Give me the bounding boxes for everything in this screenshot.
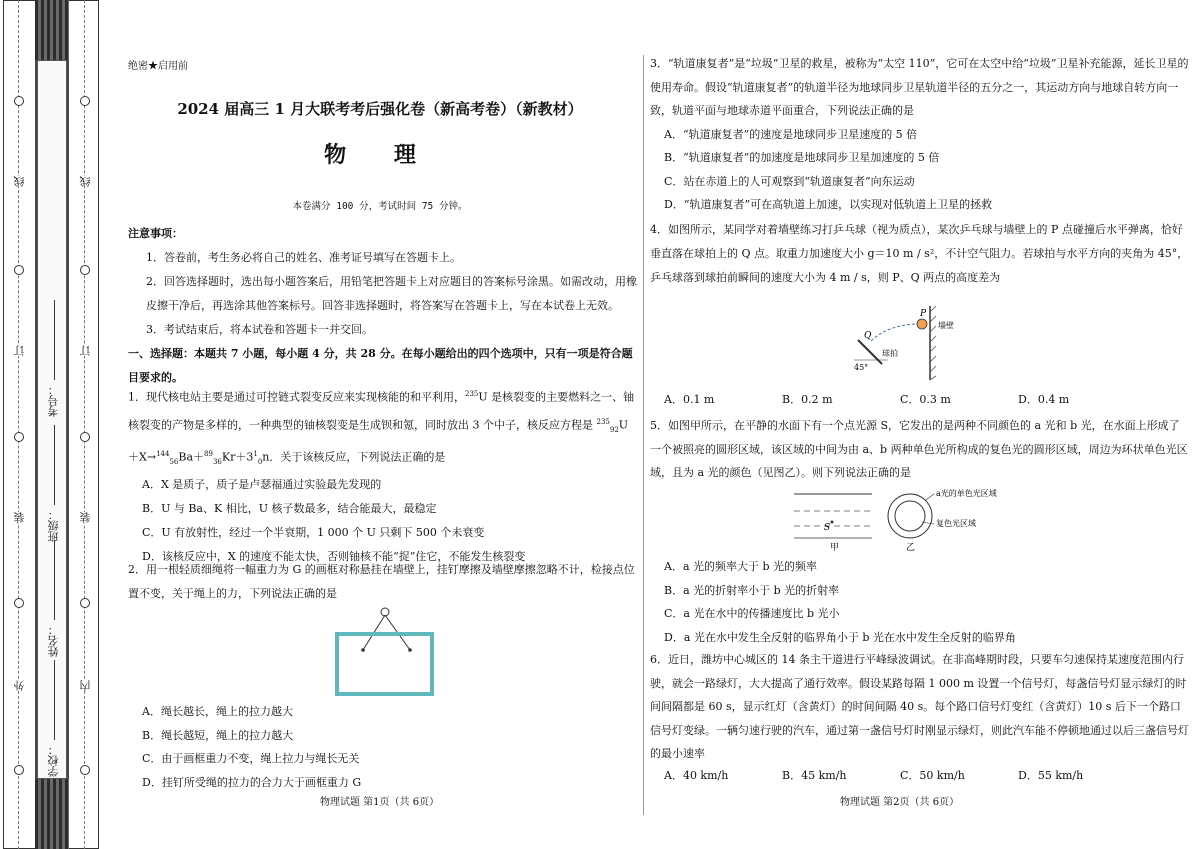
q3-option-b: B．“轨道康复者”的加速度是地球同步卫星加速度的 5 倍 bbox=[664, 151, 940, 164]
ping-pong-ball-icon bbox=[917, 319, 927, 329]
seal-char-zhuang: 装 bbox=[13, 512, 26, 523]
school-label: 学校： bbox=[47, 744, 60, 777]
q5-option-a: A．a 光的频率大于 b 光的频率 bbox=[664, 560, 818, 573]
notice-item: 2．回答选择题时，选出每小题答案后，用铅笔把答题卡上对应题目的答案标号涂黑。如需改动，用橡皮擦干净后，再选涂其他答案标号。回答非选择题时，将答案写在答题卡上，写在本试卷上无效。 bbox=[146, 275, 637, 312]
question-3 bbox=[650, 52, 1190, 217]
q2-options bbox=[128, 700, 638, 794]
racket bbox=[858, 340, 882, 364]
hole-circle bbox=[80, 598, 90, 608]
cut-line-inner bbox=[84, 0, 85, 849]
hole-circle bbox=[80, 96, 90, 106]
q2-option-c: C．由于画框重力不变，绳上拉力与绳长无关 bbox=[142, 752, 360, 765]
picture-frame bbox=[337, 634, 432, 694]
subject-title: 物 理 bbox=[324, 142, 436, 168]
hole-circle bbox=[80, 265, 90, 275]
hole-circle bbox=[80, 432, 90, 442]
q5-option-c: C．a 光在水中的传播速度比 b 光小 bbox=[664, 607, 840, 620]
seal-char-nei: 内 bbox=[79, 680, 92, 691]
label-s: S bbox=[824, 523, 831, 533]
hole-circle bbox=[14, 598, 24, 608]
q3-stem: 3．“轨道康复者”是“垃圾”卫星的救星，被称为“太空 110”，它可在太空中给“垃圾”卫星补充能源，延长卫星的使用寿命。假设“轨道康复者”的轨道半径为地球同步卫星轨道半径的五分之一，其运动方向与地球自转方向一致，轨道平面与地球赤道平面重合，下列说法正确的是 bbox=[650, 57, 1189, 117]
seal-char-zhuang-inner: 装 bbox=[79, 512, 92, 523]
label-angle: 45° bbox=[854, 363, 869, 372]
label-yi: 乙 bbox=[906, 543, 916, 553]
light-source-figure bbox=[790, 482, 1030, 554]
seal-char-xian-inner: 线 bbox=[79, 176, 92, 187]
q1-stem: 1．现代核电站主要是通过可控链式裂变反应来实现核能的和平利用，$^{235}$U 是核裂变的主要燃料之一、铀核裂变的产物是多样的，一种典型的铀核裂变是生成钡和氪，同时放出 3 个中子，核反应方程是 $^{235}_{92}U+X\to^{144}_{56}Ba+^{89}_{36}Kr+3^1_0n$．关于该核反应，下列说法正确的是 bbox=[128, 390, 635, 466]
seal-char-ding-inner: 订 bbox=[79, 345, 92, 356]
q5-stem: 5．如图甲所示，在平静的水面下有一个点光源 S，它发出的是两种不同颜色的 a 光和 b 光，在水面上形成了一个被照亮的圆形区域，该区域的中间为由 a、b 两种单色光所构成的复色光的圆形区域，周边为环状单色光区域，且为 a 光的颜色（见图乙）。则下列说法正确的是 bbox=[650, 419, 1188, 479]
q4-option-c: C．0.3 m bbox=[900, 393, 951, 406]
name-label: 姓名： bbox=[47, 624, 60, 657]
exam-no-label: 考号： bbox=[47, 384, 60, 417]
q3-option-d: D．“轨道康复者”可在高轨道上加速，以实现对低轨道上卫星的拯救 bbox=[664, 198, 993, 211]
binding-margin bbox=[0, 0, 104, 849]
trajectory bbox=[870, 324, 920, 342]
q5-options bbox=[650, 555, 1190, 649]
class-field[interactable] bbox=[46, 425, 62, 542]
point-source bbox=[831, 521, 834, 524]
picture-frame-figure bbox=[330, 605, 440, 700]
q6-option-d: D．55 km/h bbox=[1018, 769, 1084, 782]
hatch-bottom bbox=[35, 779, 69, 849]
q4-stem: 4．如图所示，某同学对着墙壁练习打乒乓球（视为质点），某次乒乓球与墙壁上的 P 点碰撞后水平弹离，恰好垂直落在球拍上的 Q 点。取重力加速度大小 g＝10 m / s²，不计空气阻力。若球拍与水平方向的夹角为 45°，乒乓球落到球拍前瞬间的速度大小为 4 m / s，则 P、Q 两点的高度差为 bbox=[650, 223, 1189, 284]
q2-stem: 2．用一根轻质细绳将一幅重力为 G 的画框对称悬挂在墙壁上，挂钉摩擦及墙壁摩擦忽略不计，检接点位置不变，关于绳上的力，下列说法正确的是 bbox=[128, 563, 635, 600]
q4-option-d: D．0.4 m bbox=[1018, 393, 1070, 406]
exam-no-field[interactable] bbox=[46, 300, 62, 417]
section-heading: 一、选择题：本题共 7 小题，每小题 4 分，共 28 分。在每小题给出的四个选项中，只有一项是符合题目要求的。 bbox=[128, 347, 633, 384]
label-composite-region: 复色光区域 bbox=[936, 519, 976, 528]
q6-stem: 6．近日，潍坊中心城区的 14 条主干道进行平峰绿波调试。在非高峰期时段，只要车匀速保持某速度范围内行驶，就会一路绿灯，大大提高了通行效率。假设某路每隔 1 000 m 设置一个信号灯，每盏信号灯显示绿灯的时间间隔都是 60 s，显示红灯（含黄灯）的时间间隔 40 s。每个路口信号灯变红（含黄灯）10 s 后下一个路口信号灯变绿。一辆匀速行驶的汽车，通过第一盏信号灯时刚显示绿灯，则此汽车能不停顿地通过以后三盏信号灯的最小速率 bbox=[650, 653, 1189, 760]
q5-option-d: D．a 光在水中发生全反射的临界角小于 b 光在水中发生全反射的临界角 bbox=[664, 630, 1016, 644]
footer-left: 物理试题 第1页（共 6页） bbox=[320, 797, 440, 808]
label-wall: 墙壁 bbox=[938, 321, 954, 330]
q4-option-a: A．0.1 m bbox=[664, 393, 715, 406]
class-label: 班级： bbox=[47, 509, 60, 542]
question-5 bbox=[650, 414, 1190, 485]
q5-option-b: B．a 光的折射率小于 b 光的折射率 bbox=[664, 583, 840, 597]
q6-option-c: C．50 km/h bbox=[900, 769, 965, 782]
question-4 bbox=[650, 218, 1190, 290]
hole-circle bbox=[14, 96, 24, 106]
q2-option-b: B．绳长越短，绳上的拉力越大 bbox=[142, 728, 294, 742]
q6-options bbox=[664, 766, 1184, 786]
label-racket: 球拍 bbox=[882, 349, 898, 358]
notice-item: 3．考试结束后，将本试卷和答题卡一并交回。 bbox=[146, 323, 373, 336]
hatch-top bbox=[35, 0, 69, 60]
notice-block bbox=[128, 222, 638, 390]
paper-title: 2024 届高三 1 月大联考考后强化卷（新高考卷）（新教材） bbox=[177, 100, 583, 118]
cut-line-outer bbox=[18, 0, 19, 849]
hole-circle bbox=[14, 432, 24, 442]
ping-pong-figure bbox=[848, 298, 968, 388]
name-field[interactable] bbox=[46, 540, 62, 657]
q4-options bbox=[664, 390, 1184, 410]
hole-circle bbox=[80, 765, 90, 775]
question-6 bbox=[650, 648, 1190, 766]
label-p: P bbox=[920, 309, 927, 319]
q6-option-b: B．45 km/h bbox=[782, 769, 847, 782]
notice-heading: 注意事项： bbox=[128, 227, 183, 240]
q2-option-d: D．挂钉所受绳的拉力的合力大于画框重力 G bbox=[142, 775, 362, 789]
notice-item: 1．答卷前，考生务必将自己的姓名、准考证号填写在答题卡上。 bbox=[146, 251, 461, 264]
q4-option-b: B．0.2 m bbox=[782, 393, 833, 406]
hole-circle bbox=[14, 765, 24, 775]
label-jia: 甲 bbox=[830, 543, 840, 553]
school-field[interactable] bbox=[46, 660, 62, 777]
q6-option-a: A．40 km/h bbox=[664, 769, 729, 782]
seal-char-xian: 线 bbox=[13, 176, 26, 187]
nail-icon bbox=[381, 608, 389, 616]
seal-char-ding: 订 bbox=[13, 345, 26, 356]
inner-circle bbox=[895, 501, 925, 531]
q2-option-a: A．绳长越长，绳上的拉力越大 bbox=[142, 705, 293, 718]
score-line: 本卷满分 100 分，考试时间 75 分钟。 bbox=[292, 201, 468, 212]
label-mono-region: a光的单色光区域 bbox=[936, 489, 997, 498]
q1-option-c: C．U 有放射性，经过一个半衰期，1 000 个 U 只剩下 500 个未衰变 bbox=[142, 526, 485, 540]
label-q: Q bbox=[864, 331, 872, 341]
q3-option-c: C．站在赤道上的人可观察到“轨道康复者”向东运动 bbox=[664, 174, 915, 188]
q3-option-a: A．“轨道康复者”的速度是地球同步卫星速度的 5 倍 bbox=[664, 127, 918, 141]
question-2 bbox=[128, 558, 638, 606]
hole-circle bbox=[14, 265, 24, 275]
secret-mark: 绝密★启用前 bbox=[128, 61, 188, 72]
q1-option-b: B．U 与 Ba、K 相比，U 核子数最多，结合能最大，最稳定 bbox=[142, 502, 437, 516]
footer-right: 物理试题 第2页（共 6页） bbox=[840, 797, 960, 808]
seal-char-wai: 外 bbox=[13, 680, 26, 691]
q1-option-d: D．该核反应中，X 的速度不能太快，否则铀核不能“捉”住它，不能发生核裂变 bbox=[142, 550, 526, 564]
column-divider bbox=[643, 55, 644, 815]
q1-option-a: A．X 是质子，质子是卢瑟福通过实验最先发现的 bbox=[142, 478, 382, 492]
u235-mass: 235 bbox=[465, 390, 479, 398]
question-1 bbox=[128, 382, 638, 569]
